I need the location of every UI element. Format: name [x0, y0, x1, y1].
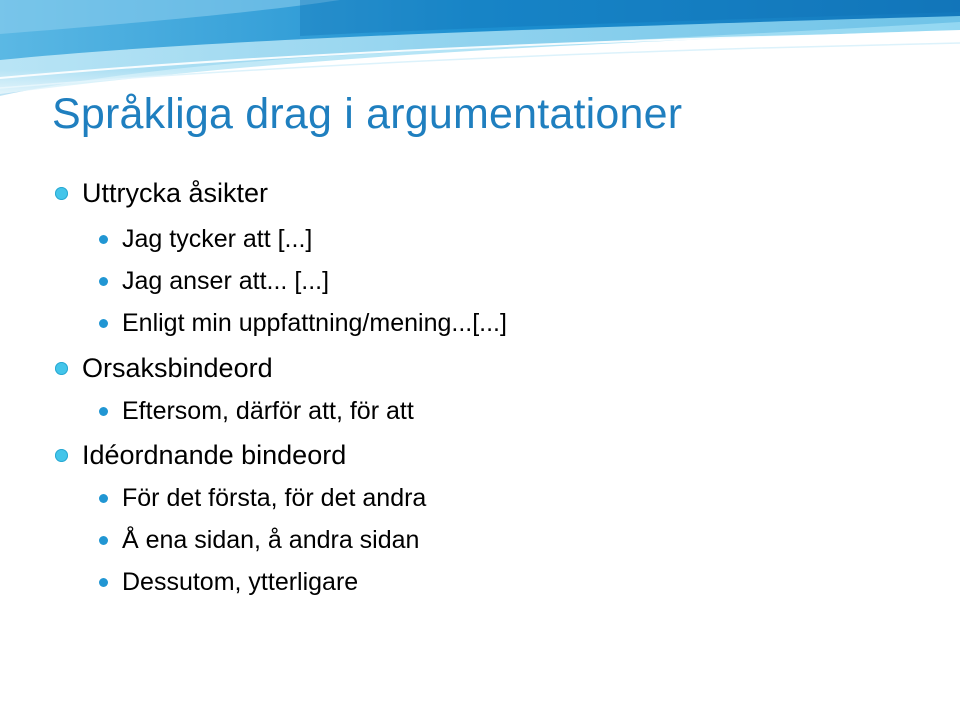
bullet-icon — [55, 449, 68, 462]
bullet-icon — [99, 235, 108, 244]
list-item — [122, 308, 507, 338]
item-text: Dessutom, ytterligare — [122, 568, 359, 596]
item-text: Jag tycker att [...] — [122, 225, 313, 253]
list-item — [122, 396, 414, 426]
bullet-icon — [99, 536, 108, 545]
item-text: Å ena sidan, å andra sidan — [122, 526, 420, 554]
list-heading — [82, 177, 268, 209]
list-item — [122, 224, 312, 254]
list-item — [122, 266, 329, 296]
list-item — [122, 483, 426, 513]
item-text: Enligt min uppfattning/mening...[...] — [122, 309, 507, 337]
item-text: Jag anser att... [...] — [122, 267, 330, 295]
list-item — [122, 567, 358, 597]
heading-text: Uttrycka åsikter — [82, 178, 269, 208]
heading-text: Orsaksbindeord — [82, 353, 273, 383]
bullet-icon — [99, 319, 108, 328]
item-text: Eftersom, därför att, för att — [122, 397, 414, 425]
slide-title: Språkliga drag i argumentationer — [52, 90, 683, 138]
bullet-icon — [99, 277, 108, 286]
bullet-icon — [99, 407, 108, 416]
heading-text: Idéordnande bindeord — [82, 440, 347, 470]
list-item — [122, 525, 419, 555]
bullet-icon — [55, 187, 68, 200]
list-heading — [82, 352, 273, 384]
bullet-icon — [99, 494, 108, 503]
item-text: För det första, för det andra — [122, 484, 427, 512]
list-heading — [82, 439, 346, 471]
bullet-icon — [55, 362, 68, 375]
bullet-icon — [99, 578, 108, 587]
